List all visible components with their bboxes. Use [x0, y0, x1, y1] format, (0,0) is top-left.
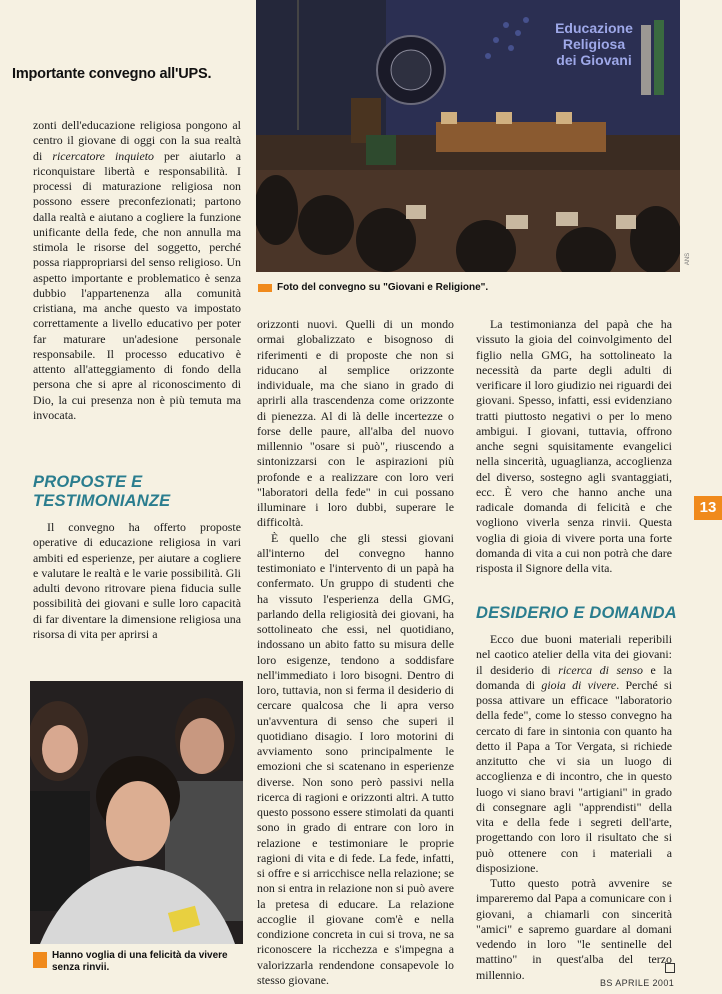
column-3-bottom	[476, 632, 672, 983]
column-1-bottom	[33, 520, 241, 642]
banner-line-3: dei Giovani	[556, 52, 632, 68]
paragraph: La testimonianza del papà che ha vissuto la gioia del coinvolgimento del figlio nella GMG, ha sottolineato la necessità da parte degli adulti di verificare il loro giudizio nei riguardi dei giovani. Spesso, infatti, essi evidenziano tratti piuttosto negativi o per lo meno ambigui. I giovani, tuttavia, offrono anche segni squisitamente evangelici nella sincerità, uguaglianza, accoglienza del diverso, sostegno agli svantaggiati, ecc. È vero che hanno anche una radicale domanda di felicità e che vogliono viverla senza rinvii. Questa voglia di gioia di vivere porta una forte domanda di vita a cui non potrà che dare risposta il Signore della vita.	[476, 317, 672, 575]
page-footer: BS APRILE 2001	[600, 978, 675, 988]
article-kicker: Importante convegno all'UPS.	[12, 66, 212, 82]
paragraph	[476, 632, 672, 876]
column-1-top	[33, 118, 241, 423]
emphasis-text: ricercatore inquieto	[52, 148, 154, 163]
emphasis-text: ricerca di senso	[558, 662, 643, 677]
top-photo-caption: Foto del convegno su "Giovani e Religione".	[277, 282, 489, 293]
banner-line-2: Religiosa	[562, 36, 626, 52]
paragraph: Il convegno ha offerto proposte operative di educazione religiosa in vari ambiti ed esperienze, per aiutare a cogliere e valutare le realtà e le varie possibilità. Gli adulti devono ritrovare piena fiducia sulle possibilità dei giovani e sulle loro capacità di far diventare la dimensione religiosa una risorsa di vita per aprirsi a	[33, 520, 241, 641]
column-2	[257, 317, 454, 988]
page-number-tab: 13	[694, 496, 722, 520]
emphasis-text: gioia di vivere	[541, 677, 617, 692]
paragraph: È quello che gli stessi giovani all'interno del convegno hanno testimoniato e l'intervento di un papà ha confermato. Un gruppo di studenti che ha vissuto l'esperienza della GMG, parlando della religiosità dei giovani, ha sottolineato che essi, nel quotidiano, indossano un abito fatto su misura delle loro esigenze, tendono a soddisfare nell'immediato i loro bisogni. Dentro di loro, tuttavia, non si ferma il desiderio di cercare qualcosa che li apra verso un'avventura di senso che superi il quotidiano disagio. I loro motorini di avviamento sono principalmente le emozioni che si scatenano in esperienze diverse. Non sono però passivi nella ricerca di ragioni e orizzonti altri. A tutto questo possono essere stimolati da quanti sono in grado di entrare con loro in relazione e testimoniare le proprie ragioni di vita e di fede. La fede, infatti, si offre e si arricchisce nella relazione; se non si entra in relazione non si può avere la pretesa di educare. La relazione accoglie il giovane com'è e nella condizione concreta in cui si trova, ne sa riconoscere la ricchezza e s'impegna a valorizzarla rendendone consapevole lo stesso giovane.	[257, 530, 454, 987]
column-3-top	[476, 317, 672, 576]
left-photo-caption: Hanno voglia di una felicità da vivere senza rinvii.	[52, 950, 228, 973]
section-heading: PROPOSTE E TESTIMONIANZE	[33, 473, 171, 510]
conference-photo	[256, 0, 680, 272]
photo-credit: ANS	[685, 252, 692, 266]
section-heading: DESIDERIO E DOMANDA	[476, 604, 677, 622]
young-people-photo-graphic	[30, 681, 243, 944]
text-run: Ecco due buoni materiali reperibili nel caotico atelier della vita dei giovani: il desiderio di	[476, 632, 672, 677]
paragraph: orizzonti nuovi. Quelli di un mondo ormai globalizzato e bisognoso di riferimenti e di proposte che non si riducano al semplice orizzonte individuale, ma che siano in grado di aprirli alla trascendenza come orizzonte di pienezza. Al di là delle incertezze o forse delle paure, all'alba del nuovo millennio "osare si può", riuscendo a sintonizzarsi con le aspirazioni più profonde e a realizzare con loro veri "laboratori della fede" in cui possano illuminare i loro dubbi, superare le difficoltà.	[257, 317, 454, 530]
text-run: zonti dell'educazione religiosa pongono al centro il giovane di oggi con la sua realtà di	[33, 118, 241, 163]
young-people-photo	[30, 681, 243, 944]
paragraph: Tutto questo potrà avvenire se impareremo dal Papa a comunicare con i giovani, a chiamarli con sincerità "amici" e sapremo guardare al domani vedendo in loro "le sentinelle del mattino" in quest'alba del terzo millennio.	[476, 876, 672, 982]
text-run: e la domanda di	[476, 662, 672, 692]
conference-photo-graphic	[256, 0, 680, 272]
caption-marker	[258, 284, 272, 292]
caption-marker	[33, 952, 47, 968]
banner-line-1: Educazione	[555, 20, 633, 36]
paragraph	[33, 118, 241, 423]
end-of-article-mark	[665, 963, 675, 973]
text-run: . Perché si possa attivare un efficace "laboratorio della fede", come lo stesso convegno ha cercato di fare in sintonia con quanto ha detto il Papa a Tor Vergata, si richiede anzitutto che vi sia un luogo di accoglienza e di incontro, che in questo luogo vi siano bravi "artigiani" in grado di consegnare agli "apprendisti" della vita e della fede i segreti dell'arte, progettando con loro il risultato che si può ottenere con i materiali a disposizione.	[476, 677, 672, 875]
text-run: per aiutarlo a riconquistare libertà e responsabilità. I processi di maturazione religiosa non possono essere preconfezionati; partono dalla realtà e aiutano a cogliere la funzione unificante della fede, che non annulla ma stimola le risorse del soggetto, perché possa riappropriarsi del senso religioso. Un aspetto importante e problematico è senza dubbio l'appartenenza alla comunità cristiana, ma anche questo va impostato correttamente a livello educativo per poter far maturare un'adesione personale responsabile. Il processo educativo è attento all'atteggiamento di fondo della persona che si apre al riconoscimento di Dio, la cui presenza non è più temuta ma invocata.	[33, 148, 241, 422]
